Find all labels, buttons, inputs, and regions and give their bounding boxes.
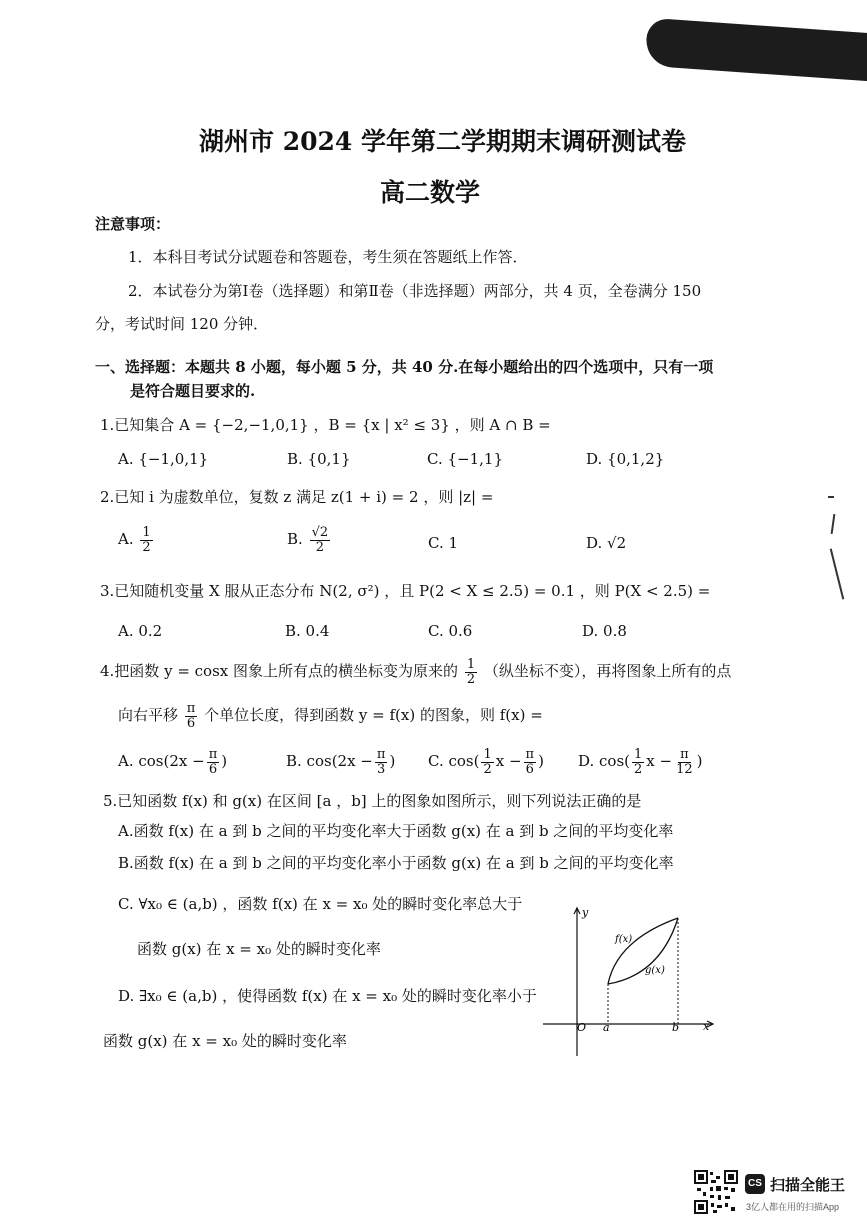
q4-option-b-denominator: 3 <box>377 761 386 777</box>
q4-stem-fraction <box>465 658 477 686</box>
scan-mark <box>830 549 845 600</box>
notice-item-2-line-2: 分，考试时间 120 分钟． <box>95 315 269 333</box>
q4-stem-fraction-denominator: 2 <box>466 671 476 687</box>
q2-option-a-numerator: 1 <box>142 525 151 540</box>
q4-option-a-denominator: 6 <box>208 761 218 777</box>
y-axis-label: y <box>582 906 589 919</box>
q5-option-d-line-2: 函数 g(x) 在 x = x₀ 处的瞬时变化率 <box>103 1032 347 1050</box>
scan-mark <box>831 514 836 534</box>
q2-option-a-label: A. <box>118 530 134 549</box>
q4-option-d <box>578 748 703 776</box>
q5-stem: 5.已知函数 f(x) 和 g(x) 在区间 [a ，b] 上的图象如图所示，则下列说法正确的是 <box>103 792 642 810</box>
q4-line-2-text-2: 个单位长度，得到函数 y = f(x) 的图象，则 f(x) = <box>204 706 543 725</box>
q4-option-b <box>286 748 395 776</box>
q1-option-a: A. {−1,0,1} <box>118 450 209 468</box>
q4-option-c-numerator-2: π <box>525 747 535 762</box>
q4-option-a-fraction <box>207 748 220 776</box>
qr-code-icon <box>694 1170 738 1214</box>
g-curve-label: g(x) <box>645 965 665 976</box>
section-1-heading-line-2: 是符合题目要求的. <box>130 382 256 400</box>
q4-option-c-text-3: ) <box>538 752 544 771</box>
q2-option-b-denominator: 2 <box>315 539 324 555</box>
q2-option-a <box>118 526 155 554</box>
q1-option-d: D. {0,1,2} <box>586 450 665 468</box>
camscanner-logo-icon: CS <box>745 1174 765 1194</box>
f-curve <box>608 918 678 984</box>
q2-option-a-denominator: 2 <box>142 539 151 555</box>
q5-option-b: B.函数 f(x) 在 a 到 b 之间的平均变化率小于函数 g(x) 在 a 到 b 之间的平均变化率 <box>118 854 674 872</box>
q2-option-c: C. 1 <box>428 534 459 552</box>
q4-option-a-text-2: ) <box>221 752 228 771</box>
q2-option-d: D. √2 <box>586 534 627 552</box>
notice-item-2-line-1: 2．本试卷分为第Ⅰ卷（选择题）和第Ⅱ卷（非选择题）两部分，共 4 页，全卷满分 150 <box>128 282 702 300</box>
scan-mark <box>828 496 834 498</box>
q4-line-2-fraction-denominator: 6 <box>186 715 196 731</box>
q4-option-a <box>118 748 227 776</box>
camscanner-tagline: 3亿人都在用的扫描App <box>746 1202 840 1212</box>
q2-option-a-fraction <box>140 526 152 554</box>
q5-option-a: A.函数 f(x) 在 a 到 b 之间的平均变化率大于函数 g(x) 在 a 到 b 之间的平均变化率 <box>118 822 674 840</box>
q4-option-d-denominator-2: 12 <box>676 761 693 777</box>
f-curve-label: f(x) <box>615 934 633 945</box>
q4-option-d-fraction-2 <box>674 748 695 776</box>
q4-option-c-denominator-1: 2 <box>483 761 492 777</box>
q5-option-d-line-1: D. ∃x₀ ∈ (a,b) ，使得函数 f(x) 在 x = x₀ 处的瞬时变化率小于 <box>118 987 537 1005</box>
q4-option-b-numerator: π <box>376 747 386 762</box>
section-1-heading-line-1: 一、选择题：本题共 8 小题，每小题 5 分，共 40 分.在每小题给出的四个选项中，只有一项 <box>95 358 714 376</box>
q4-option-b-text-2: ) <box>389 752 396 771</box>
q4-stem-line-1 <box>100 658 731 686</box>
q4-option-b-fraction <box>375 748 388 776</box>
q1-option-b: B. {0,1} <box>287 450 351 468</box>
notice-item-1: 1．本科目考试分试题卷和答题卷，考生须在答题纸上作答． <box>128 248 528 266</box>
q4-option-c-text-1: C. cos( <box>428 752 480 771</box>
q4-option-d-text-3: ) <box>696 752 703 771</box>
q3-option-a: A. 0.2 <box>118 622 163 640</box>
camscanner-brand: 扫描全能王 <box>770 1177 846 1194</box>
q4-option-d-fraction-1 <box>632 748 644 776</box>
q4-line-2-text-1: 向右平移 <box>118 706 179 725</box>
q4-option-d-numerator-2: π <box>680 747 689 762</box>
exam-subtitle: 高二数学 <box>380 178 481 207</box>
x-axis-label: x <box>703 1020 710 1033</box>
q4-stem-text-2: （纵坐标不变），再将图象上所有的点 <box>483 662 732 681</box>
q4-option-d-denominator-1: 2 <box>634 761 643 777</box>
q2-option-b-label: B. <box>287 530 303 549</box>
q4-option-c-denominator-2: 6 <box>525 761 534 777</box>
q3-option-c: C. 0.6 <box>428 622 473 640</box>
q4-stem-fraction-numerator: 1 <box>466 657 476 672</box>
q3-option-d: D. 0.8 <box>582 622 627 640</box>
g-curve <box>608 918 678 984</box>
q1-option-c: C. {−1,1} <box>427 450 503 468</box>
q2-option-b <box>287 526 332 554</box>
q4-option-d-text-2: x − <box>646 752 673 771</box>
origin-label: O <box>577 1021 587 1034</box>
q1-stem: 1.已知集合 A = {−2,−1,0,1} ，B = {x | x² ≤ 3} ，则 A ∩ B = <box>100 416 551 434</box>
q4-line-2-fraction-numerator: π <box>186 701 196 716</box>
q5-option-c-line-1: C. ∀x₀ ∈ (a,b) ，函数 f(x) 在 x = x₀ 处的瞬时变化率总大于 <box>118 895 523 913</box>
q4-option-b-text-1: B. cos(2x − <box>286 752 373 771</box>
q4-option-a-text-1: A. cos(2x − <box>118 752 205 771</box>
q4-option-c-fraction-1 <box>481 748 493 776</box>
q2-option-b-fraction <box>310 526 331 554</box>
a-label: a <box>603 1021 610 1034</box>
q4-option-d-numerator-1: 1 <box>634 747 643 762</box>
q4-option-c <box>428 748 544 776</box>
scan-shadow-corner <box>645 18 867 83</box>
q4-option-c-fraction-2 <box>524 748 537 776</box>
q5-function-graph <box>535 900 725 1060</box>
q2-option-b-numerator: √2 <box>311 525 329 540</box>
q4-stem-line-2 <box>118 702 543 730</box>
q3-option-b: B. 0.4 <box>285 622 330 640</box>
q4-option-c-text-2: x − <box>495 752 522 771</box>
q4-stem-text-1: 4.把函数 y = cosx 图象上所有点的横坐标变为原来的 <box>100 662 459 681</box>
q5-option-c-line-2: 函数 g(x) 在 x = x₀ 处的瞬时变化率 <box>137 940 381 958</box>
q3-stem: 3.已知随机变量 X 服从正态分布 N(2, σ²) ，且 P(2 < X ≤ 2.5) = 0.1 ，则 P(X < 2.5) = <box>100 582 711 600</box>
q2-stem: 2.已知 i 为虚数单位，复数 z 满足 z(1 + i) = 2 ，则 |z| = <box>100 488 494 506</box>
q4-line-2-fraction <box>185 702 198 730</box>
q4-option-a-numerator: π <box>208 747 218 762</box>
exam-title: 湖州市 2024 学年第二学期期末调研测试卷 <box>199 127 686 156</box>
q4-option-c-numerator-1: 1 <box>483 747 492 762</box>
q4-option-d-text-1: D. cos( <box>578 752 631 771</box>
b-label: b <box>672 1021 680 1034</box>
notice-heading: 注意事项： <box>95 215 171 233</box>
